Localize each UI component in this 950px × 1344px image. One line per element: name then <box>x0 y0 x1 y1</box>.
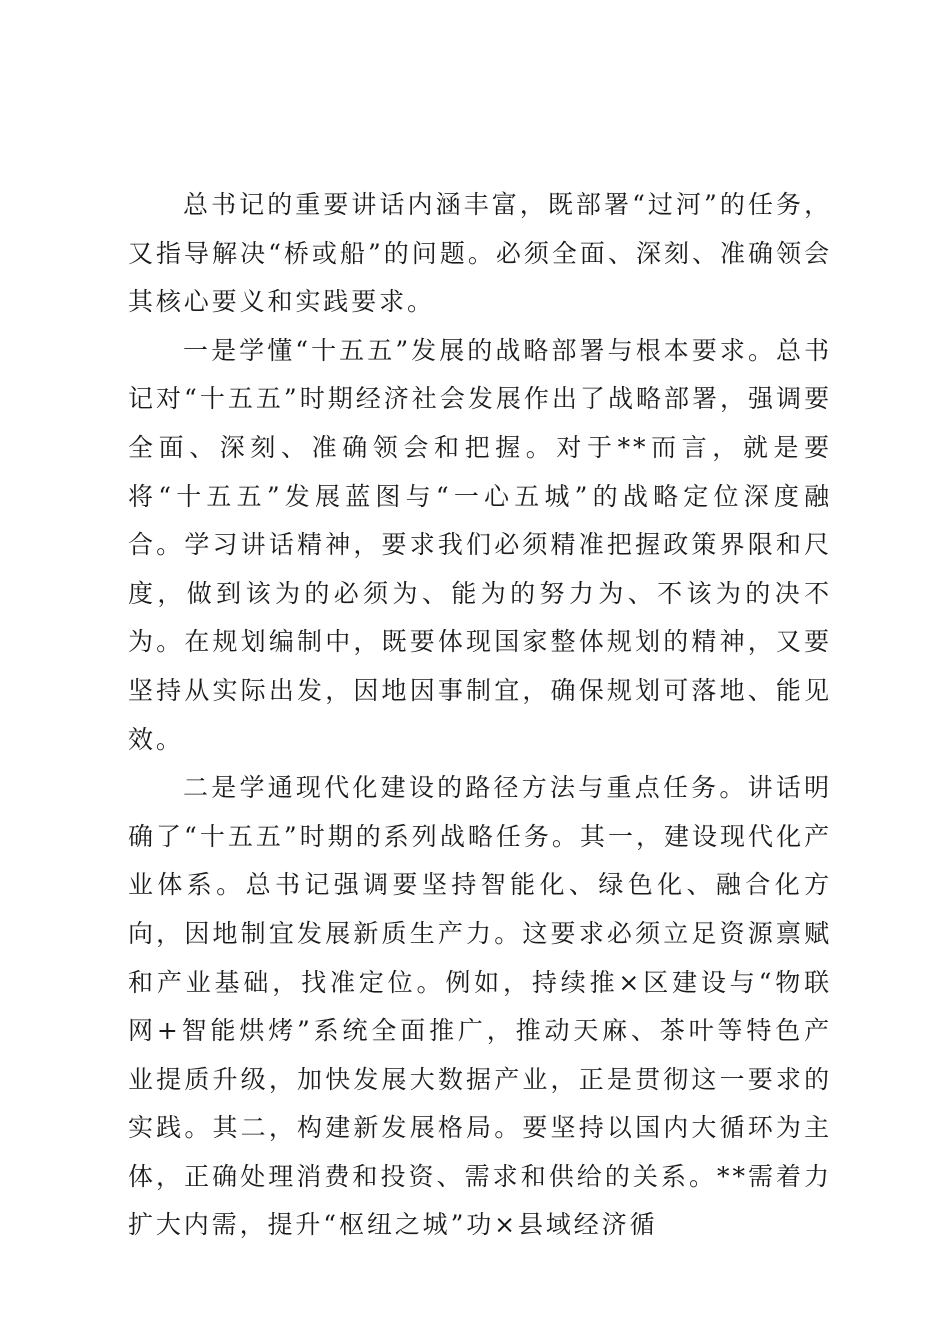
paragraph-intro: 总书记的重要讲话内涵丰富，既部署“过河”的任务，又指导解决“桥或船”的问题。必须全面、深刻、准确领会其核心要义和实践要求。 <box>128 190 832 317</box>
paragraph-point-one: 一是学懂“十五五”发展的战略部署与根本要求。总书记对“十五五”时期经济社会发展作出了战略部署，强调要全面、深刻、准确领会和把握。对于**而言，就是要将“十五五”发展蓝图与“一心五城”的战略定位深度融合。学习讲话精神，要求我们必须精准把握政策界限和尺度，做到该为的必须为、能为的努力为、不该为的决不为。在规划编制中，既要体现国家整体规划的精神，又要坚持从实际出发，因地因事制宜，确保规划可落地、能见效。 <box>128 335 832 754</box>
document-body <box>128 181 832 1250</box>
paragraph-point-two: 二是学通现代化建设的路径方法与重点任务。讲话明确了“十五五”时期的系列战略任务。其一，建设现代化产业体系。总书记强调要坚持智能化、绿色化、融合化方向，因地制宜发展新质生产力。这要求必须立足资源禀赋和产业基础，找准定位。例如，持续推×区建设与“物联网+智能烘烤”系统全面推广，推动天麻、茶叶等特色产业提质升级，加快发展大数据产业，正是贯彻这一要求的实践。其二，构建新发展格局。要坚持以国内大循环为主体，正确处理消费和投资、需求和供给的关系。**需着力扩大内需，提升“枢纽之城”功×县域经济循 <box>128 773 832 1240</box>
